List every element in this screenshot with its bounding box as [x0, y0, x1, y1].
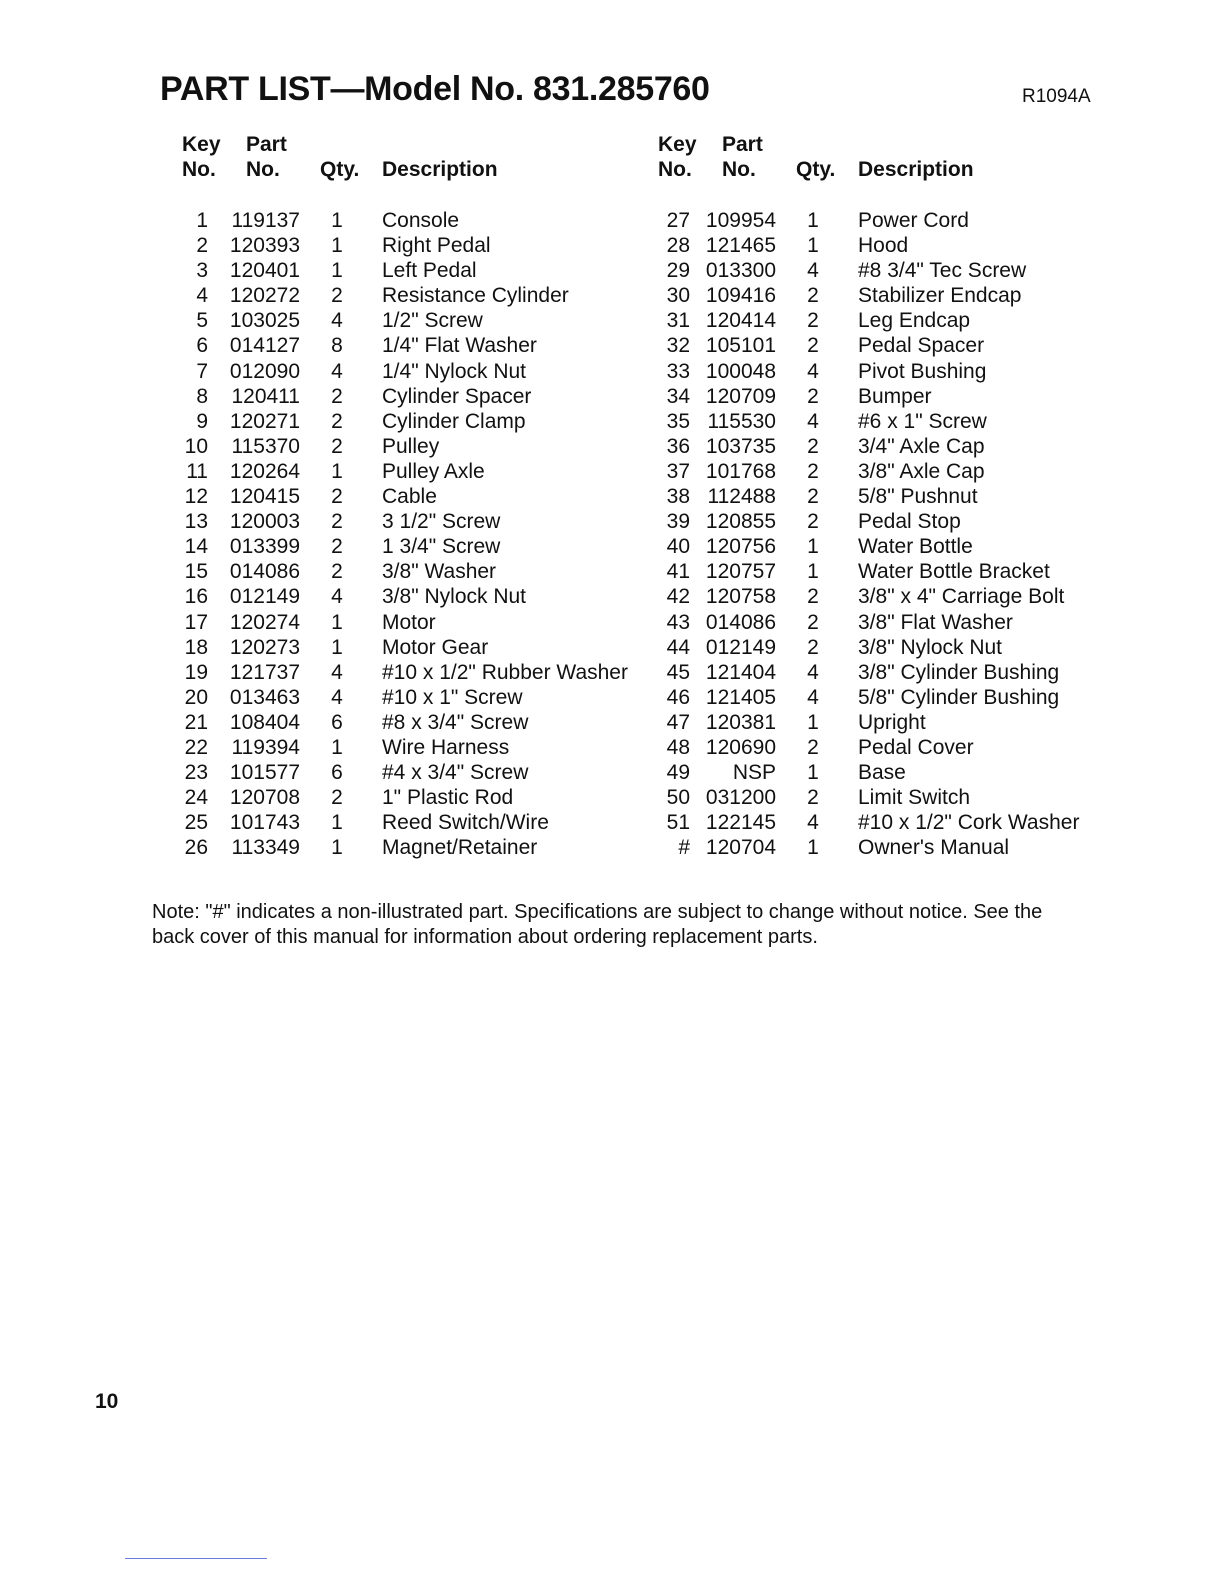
key-no-cell: 50: [666, 786, 690, 810]
key-no-cell: 51: [666, 811, 690, 835]
qty-cell: 1: [331, 259, 343, 283]
qty-cell: 8: [331, 334, 343, 358]
description-cell: #4 x 3/4" Screw: [382, 761, 529, 785]
header-part-line1: Part: [722, 133, 763, 156]
key-no-cell: 18: [184, 635, 208, 659]
header-part-line1: Part: [246, 133, 287, 156]
description-cell: 5/8" Cylinder Bushing: [858, 685, 1060, 709]
key-no-cell: 11: [186, 459, 208, 483]
qty-cell: 2: [331, 434, 343, 458]
description-cell: 1/2" Screw: [382, 309, 483, 333]
header-description: Description: [858, 158, 974, 181]
part-no-cell: 115530: [707, 409, 776, 433]
key-no-cell: 2: [196, 234, 208, 258]
key-no-cell: 17: [184, 610, 208, 634]
divider: [125, 1558, 267, 1559]
qty-cell: 2: [807, 485, 819, 509]
description-cell: Pulley Axle: [382, 459, 485, 483]
description-cell: Reed Switch/Wire: [382, 811, 549, 835]
description-cell: Limit Switch: [858, 786, 971, 810]
description-cell: #8 x 3/4" Screw: [382, 710, 529, 734]
qty-cell: 4: [331, 309, 343, 333]
part-no-cell: 014127: [229, 334, 300, 358]
header-part-line2: No.: [722, 158, 756, 182]
qty-cell: 2: [807, 510, 819, 534]
description-cell: Pivot Bushing: [858, 359, 987, 383]
header-part-line2: No.: [246, 158, 280, 182]
part-no-cell: 103735: [705, 434, 776, 458]
part-no-cell: 101743: [229, 811, 300, 835]
part-no-cell: 108404: [229, 710, 300, 734]
qty-cell: 2: [331, 510, 343, 534]
qty-cell: 1: [807, 836, 819, 860]
description-cell: Cylinder Clamp: [382, 409, 526, 433]
part-no-cell: 101768: [705, 459, 776, 483]
key-no-cell: 29: [666, 259, 690, 283]
description-cell: Resistance Cylinder: [382, 284, 569, 308]
key-no-cell: 41: [666, 560, 690, 584]
qty-cell: 1: [331, 234, 343, 258]
description-cell: Base: [858, 761, 906, 785]
part-no-cell: 105101: [705, 334, 776, 358]
header-qty: Qty.: [796, 158, 836, 181]
header-key-no: [182, 132, 221, 182]
description-cell: 3/8" Cylinder Bushing: [858, 660, 1060, 684]
header-key-no: [658, 132, 697, 182]
description-cell: Cable: [382, 485, 437, 509]
qty-cell: 2: [807, 735, 819, 759]
key-no-cell: 3: [196, 259, 208, 283]
part-no-cell: 121405: [705, 685, 776, 709]
key-no-cell: 23: [184, 761, 208, 785]
part-no-cell: 120757: [705, 560, 776, 584]
part-no-cell: 031200: [705, 786, 776, 810]
qty-cell: 6: [331, 761, 343, 785]
part-no-cell: 013300: [705, 259, 776, 283]
qty-cell: 4: [807, 660, 819, 684]
part-no-cell: 014086: [705, 610, 776, 634]
qty-cell: 2: [331, 485, 343, 509]
document-reference: R1094A: [1022, 86, 1091, 107]
key-no-cell: 26: [184, 836, 208, 860]
qty-cell: 2: [331, 384, 343, 408]
description-cell: Leg Endcap: [858, 309, 971, 333]
qty-cell: 1: [331, 735, 343, 759]
qty-cell: 2: [807, 610, 819, 634]
key-no-cell: 13: [184, 510, 208, 534]
description-cell: Pulley: [382, 434, 440, 458]
qty-cell: 1: [807, 234, 819, 258]
header-part-no: [246, 132, 287, 182]
part-no-cell: 120758: [705, 585, 776, 609]
key-no-cell: 25: [184, 811, 208, 835]
key-no-cell: 22: [184, 735, 208, 759]
key-no-cell: 10: [184, 434, 208, 458]
qty-cell: 1: [331, 811, 343, 835]
qty-cell: 1: [331, 459, 343, 483]
key-no-cell: 36: [666, 434, 690, 458]
description-cell: Bumper: [858, 384, 932, 408]
description-cell: 1" Plastic Rod: [382, 786, 514, 810]
qty-cell: 2: [331, 535, 343, 559]
key-no-cell: 44: [666, 635, 690, 659]
part-no-cell: 120855: [705, 510, 776, 534]
description-cell: Pedal Cover: [858, 735, 974, 759]
part-no-cell: 101577: [229, 761, 300, 785]
description-cell: 1/4" Nylock Nut: [382, 359, 527, 383]
description-cell: #8 3/4" Tec Screw: [858, 259, 1027, 283]
key-no-cell: 49: [666, 761, 690, 785]
key-no-cell: 30: [666, 284, 690, 308]
description-cell: #10 x 1/2" Rubber Washer: [382, 660, 628, 684]
key-no-cell: 28: [666, 234, 690, 258]
description-cell: 3/8" Washer: [382, 560, 497, 584]
qty-cell: 1: [807, 761, 819, 785]
part-no-cell: 014086: [229, 560, 300, 584]
part-no-cell: 012149: [229, 585, 300, 609]
description-cell: Cylinder Spacer: [382, 384, 532, 408]
key-no-cell: 7: [196, 359, 208, 383]
key-no-cell: 21: [184, 710, 208, 734]
description-cell: 5/8" Pushnut: [858, 485, 978, 509]
qty-cell: 2: [807, 334, 819, 358]
part-no-cell: 103025: [229, 309, 300, 333]
part-no-cell: NSP: [732, 761, 776, 785]
qty-cell: 2: [807, 434, 819, 458]
page-title: PART LIST—Model No. 831.285760: [160, 70, 710, 108]
description-cell: Stabilizer Endcap: [858, 284, 1022, 308]
qty-cell: 1: [807, 560, 819, 584]
description-cell: #10 x 1/2" Cork Washer: [858, 811, 1080, 835]
key-no-cell: 24: [184, 786, 208, 810]
description-cell: Hood: [858, 234, 909, 258]
part-no-cell: 119394: [231, 735, 300, 759]
part-no-cell: 120704: [705, 836, 776, 860]
page-number: 10: [95, 1390, 119, 1413]
key-no-cell: 19: [184, 660, 208, 684]
qty-cell: 1: [331, 836, 343, 860]
key-no-cell: 15: [184, 560, 208, 584]
qty-cell: 2: [331, 284, 343, 308]
description-cell: Water Bottle: [858, 535, 973, 559]
part-no-cell: 119137: [231, 209, 300, 232]
description-cell: 3/8" x 4" Carriage Bolt: [858, 585, 1065, 609]
description-cell: Owner's Manual: [858, 836, 1010, 860]
description-cell: 3 1/2" Screw: [382, 510, 501, 534]
key-no-cell: 47: [666, 710, 690, 734]
description-cell: 3/8" Axle Cap: [858, 459, 985, 483]
description-cell: Upright: [858, 710, 926, 734]
key-no-cell: 27: [666, 209, 690, 232]
key-no-cell: 42: [666, 585, 690, 609]
part-no-cell: 115370: [231, 434, 300, 458]
qty-cell: 4: [807, 259, 819, 283]
key-no-cell: 37: [666, 459, 690, 483]
qty-cell: 4: [807, 409, 819, 433]
key-no-cell: 1: [196, 209, 208, 232]
qty-cell: 2: [807, 459, 819, 483]
part-no-cell: 120274: [229, 610, 300, 634]
qty-cell: 4: [807, 359, 819, 383]
qty-cell: 2: [807, 309, 819, 333]
part-no-cell: 120003: [229, 510, 300, 534]
key-no-cell: 34: [666, 384, 690, 408]
part-no-cell: 013399: [229, 535, 300, 559]
qty-cell: 6: [331, 710, 343, 734]
key-no-cell: #: [678, 836, 690, 860]
header-key-line1: Key: [658, 133, 697, 156]
key-no-cell: 16: [184, 585, 208, 609]
qty-cell: 2: [331, 786, 343, 810]
part-no-cell: 120381: [705, 710, 776, 734]
key-no-cell: 4: [196, 284, 208, 308]
part-no-cell: 120393: [229, 234, 300, 258]
qty-cell: 1: [807, 710, 819, 734]
description-cell: #10 x 1" Screw: [382, 685, 523, 709]
description-cell: #6 x 1" Screw: [858, 409, 987, 433]
part-no-cell: 113349: [231, 836, 300, 860]
qty-cell: 4: [807, 811, 819, 835]
key-no-cell: 43: [666, 610, 690, 634]
description-cell: 3/4" Axle Cap: [858, 434, 985, 458]
qty-cell: 2: [331, 560, 343, 584]
key-no-cell: 35: [666, 409, 690, 433]
description-cell: Water Bottle Bracket: [858, 560, 1050, 584]
description-cell: 1 3/4" Screw: [382, 535, 501, 559]
key-no-cell: 40: [666, 535, 690, 559]
part-no-cell: 120273: [229, 635, 300, 659]
description-cell: 3/8" Nylock Nut: [858, 635, 1003, 659]
header-description: Description: [382, 158, 498, 181]
header-key-line2: No.: [658, 158, 692, 182]
qty-cell: 2: [807, 585, 819, 609]
description-cell: Right Pedal: [382, 234, 491, 258]
key-no-cell: 8: [196, 384, 208, 408]
key-no-cell: 38: [666, 485, 690, 509]
key-no-cell: 20: [184, 685, 208, 709]
description-cell: 3/8" Nylock Nut: [382, 585, 527, 609]
header-key-line1: Key: [182, 133, 221, 156]
qty-cell: 4: [331, 685, 343, 709]
key-no-cell: 39: [666, 510, 690, 534]
part-no-cell: 121737: [229, 660, 300, 684]
part-no-cell: 120415: [229, 485, 300, 509]
key-no-cell: 14: [184, 535, 208, 559]
qty-cell: 2: [807, 635, 819, 659]
description-cell: 1/4" Flat Washer: [382, 334, 537, 358]
part-no-cell: 120756: [705, 535, 776, 559]
key-no-cell: 48: [666, 735, 690, 759]
part-no-cell: 012090: [229, 359, 300, 383]
part-no-cell: 122145: [705, 811, 776, 835]
part-no-cell: 109954: [705, 209, 776, 232]
header-key-line2: No.: [182, 158, 216, 182]
part-no-cell: 120414: [705, 309, 776, 333]
qty-cell: 1: [331, 209, 343, 232]
key-no-cell: 6: [196, 334, 208, 358]
qty-cell: 2: [807, 786, 819, 810]
part-no-cell: 109416: [705, 284, 776, 308]
part-no-cell: 120264: [229, 459, 300, 483]
part-no-cell: 120271: [229, 409, 300, 433]
qty-cell: 1: [331, 610, 343, 634]
part-no-cell: 120272: [229, 284, 300, 308]
description-cell: Console: [382, 209, 460, 232]
qty-cell: 1: [331, 635, 343, 659]
part-no-cell: 100048: [705, 359, 776, 383]
part-no-cell: 120709: [705, 384, 776, 408]
key-no-cell: 31: [666, 309, 690, 333]
description-cell: Left Pedal: [382, 259, 477, 283]
part-no-cell: 012149: [705, 635, 776, 659]
footnote: Note: "#" indicates a non-illustrated part. Specifications are subject to change without notice. See the back cover of this manual for information about ordering replacement parts.: [152, 901, 1043, 948]
part-no-cell: 121465: [705, 234, 776, 258]
qty-cell: 1: [807, 535, 819, 559]
part-no-cell: 120401: [229, 259, 300, 283]
key-no-cell: 32: [666, 334, 690, 358]
part-no-cell: 120411: [231, 384, 300, 408]
description-cell: 3/8" Flat Washer: [858, 610, 1013, 634]
description-cell: Power Cord: [858, 209, 969, 232]
part-no-cell: 121404: [705, 660, 776, 684]
key-no-cell: 9: [196, 409, 208, 433]
qty-cell: 4: [331, 359, 343, 383]
part-no-cell: 112488: [707, 485, 776, 509]
description-cell: Magnet/Retainer: [382, 836, 538, 860]
header-part-no: [722, 132, 763, 182]
description-cell: Motor Gear: [382, 635, 489, 659]
key-no-cell: 5: [196, 309, 208, 333]
key-no-cell: 33: [666, 359, 690, 383]
qty-cell: 4: [331, 660, 343, 684]
part-no-cell: 120708: [229, 786, 300, 810]
description-cell: Wire Harness: [382, 735, 510, 759]
qty-cell: 1: [807, 209, 819, 232]
qty-cell: 2: [807, 284, 819, 308]
description-cell: Pedal Stop: [858, 510, 961, 534]
qty-cell: 4: [331, 585, 343, 609]
qty-cell: 4: [807, 685, 819, 709]
part-no-cell: 120690: [705, 735, 776, 759]
header-qty: Qty.: [320, 158, 360, 181]
qty-cell: 2: [807, 384, 819, 408]
key-no-cell: 12: [184, 485, 208, 509]
key-no-cell: 46: [666, 685, 690, 709]
qty-cell: 2: [331, 409, 343, 433]
part-no-cell: 013463: [229, 685, 300, 709]
description-cell: Pedal Spacer: [858, 334, 985, 358]
description-cell: Motor: [382, 610, 436, 634]
key-no-cell: 45: [666, 660, 690, 684]
